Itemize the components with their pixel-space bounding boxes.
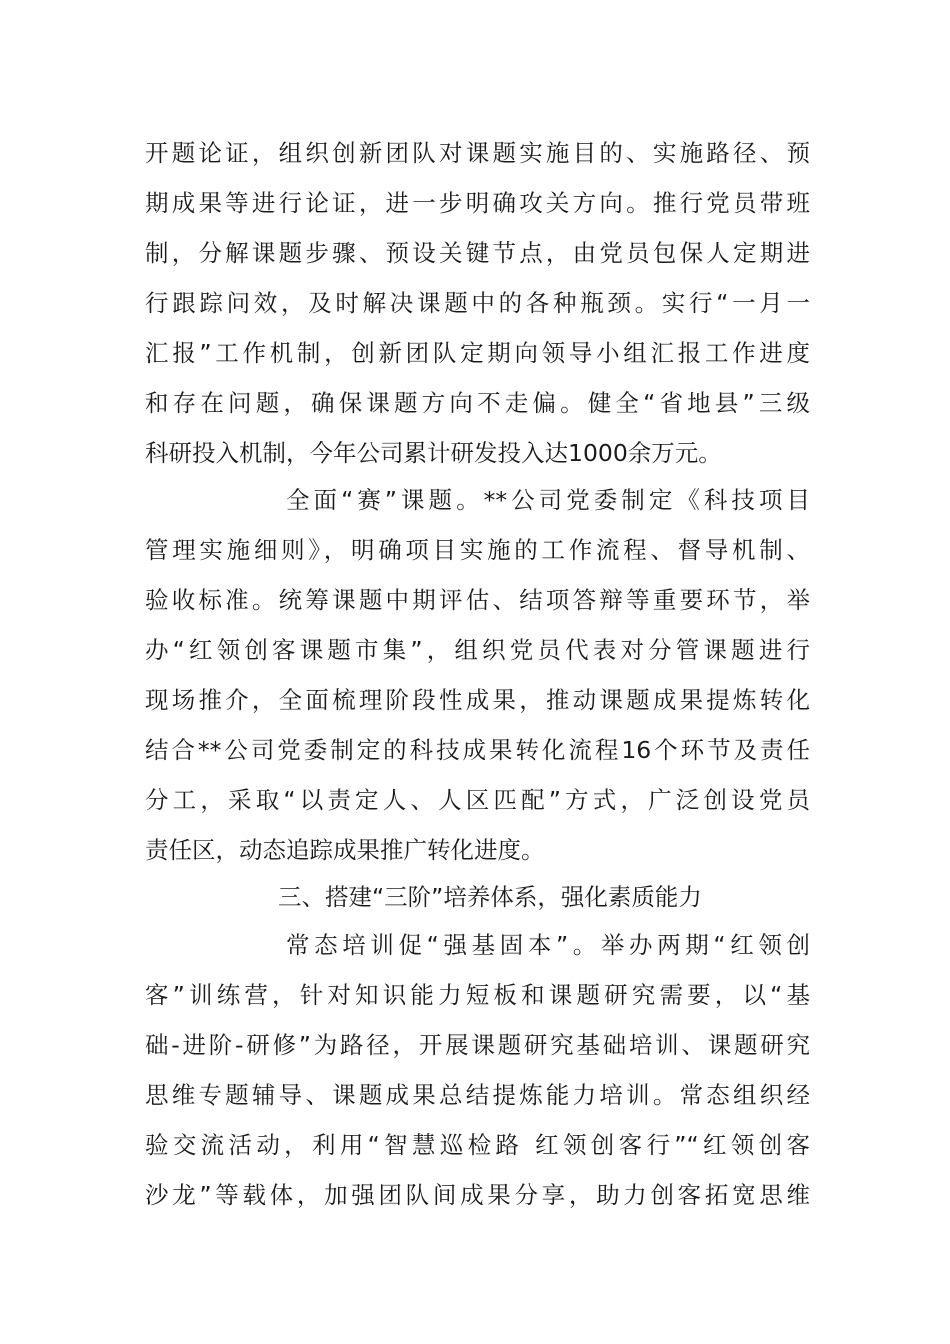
paragraph-first-line: 常态培训促“强基固本”。举办两期“红领创	[286, 931, 810, 959]
paragraph-first-line: 全面“赛”课题。**公司党委制定《科技项目	[286, 486, 810, 514]
paragraph-line: 础-进阶-研修”为路径，开展课题研究基础培训、课题研究	[145, 1031, 810, 1059]
paragraph-line: 管理实施细则》，明确项目实施的工作流程、督导机制、	[145, 536, 810, 564]
paragraph-line: 验交流活动，利用“智慧巡检路 红领创客行”“红领创客	[145, 1131, 810, 1159]
paragraph-line: 结合**公司党委制定的科技成果转化流程16个环节及责任	[145, 736, 810, 764]
paragraph-line: 现场推介，全面梳理阶段性成果，推动课题成果提炼转化	[145, 686, 810, 714]
paragraph-line: 沙龙”等载体，加强团队间成果分享，助力创客拓宽思维	[145, 1181, 810, 1209]
paragraph-line: 行跟踪问效，及时解决课题中的各种瓶颈。实行“一月一	[145, 289, 810, 317]
paragraph-line: 制，分解课题步骤、预设关键节点，由党员包保人定期进	[145, 239, 810, 267]
paragraph-line: 分工，采取“以责定人、人区匹配”方式，广泛创设党员	[145, 786, 810, 814]
paragraph-line: 办“红领创客课题市集”，组织党员代表对分管课题进行	[145, 636, 810, 664]
paragraph-line: 思维专题辅导、课题成果总结提炼能力培训。常态组织经	[145, 1081, 810, 1109]
paragraph-line: 汇报”工作机制，创新团队定期向领导小组汇报工作进度	[145, 339, 810, 367]
paragraph-line: 客”训练营，针对知识能力短板和课题研究需要，以“基	[145, 981, 810, 1009]
paragraph-line: 和存在问题，确保课题方向不走偏。健全“省地县”三级	[145, 389, 810, 417]
paragraph-line: 责任区，动态追踪成果推广转化进度。	[145, 836, 545, 864]
paragraph-line: 验收标准。统筹课题中期评估、结项答辩等重要环节，举	[145, 586, 810, 614]
paragraph-line: 科研投入机制，今年公司累计研发投入达1000余万元。	[145, 439, 722, 467]
paragraph-line: 开题论证，组织创新团队对课题实施目的、实施路径、预	[145, 139, 810, 167]
paragraph-line: 期成果等进行论证，进一步明确攻关方向。推行党员带班	[145, 189, 810, 217]
section-heading: 三、搭建“三阶”培养体系，强化素质能力	[278, 883, 702, 911]
